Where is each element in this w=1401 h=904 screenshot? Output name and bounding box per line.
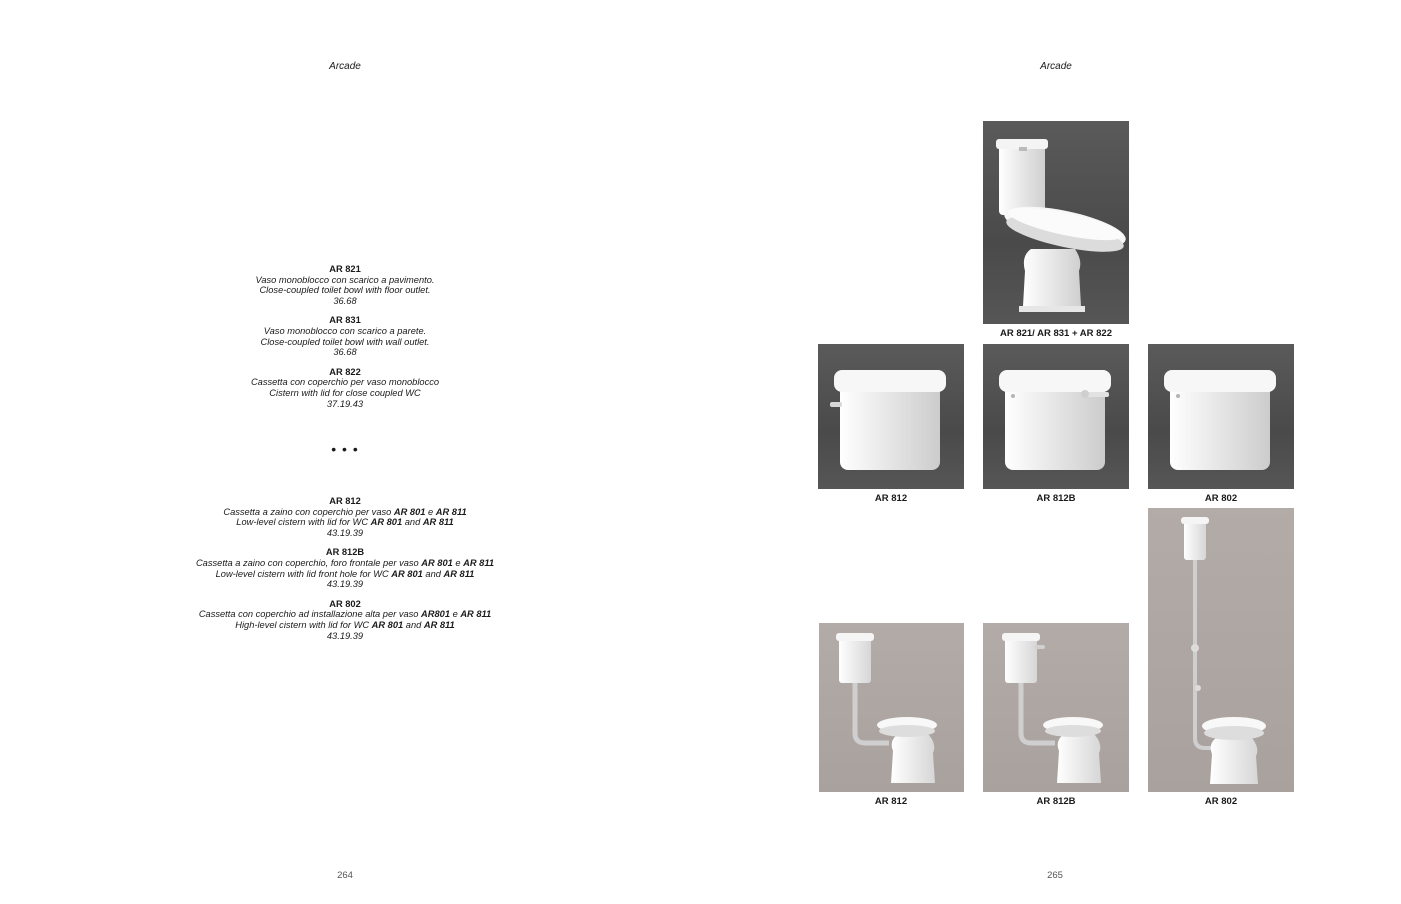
spec-description-en: Cistern with lid for close coupled WC: [269, 387, 421, 398]
right-page-number: 265: [1047, 870, 1063, 881]
spec-ref-code: 37.19.43: [326, 398, 364, 409]
spec-ar-802: [145, 599, 545, 641]
text: and: [422, 568, 444, 579]
spec-code: AR 812: [329, 496, 361, 506]
caption-row3-3: AR 802: [1204, 796, 1238, 807]
spec-ar-821: [145, 264, 545, 306]
caption-row3-1: AR 812: [874, 796, 908, 807]
spec-code: AR 812B: [325, 547, 365, 558]
spec-description-it: Cassetta con coperchio per vaso monoblocco: [250, 377, 440, 388]
model-ref: AR 811: [423, 619, 455, 630]
spec-description-en: [145, 517, 545, 528]
photo-low-level-ar-812b: [983, 623, 1129, 792]
model-ref: AR 811: [422, 517, 454, 528]
photo-high-level-ar-802: [1148, 508, 1294, 792]
text: Low-level cistern with lid front hole for WC: [215, 568, 392, 579]
spec-description-it: Vaso monoblocco con scarico a parete.: [263, 325, 427, 336]
spec-description-it: Vaso monoblocco con scarico a pavimento.: [255, 274, 435, 285]
text: e: [425, 506, 436, 517]
model-ref: AR 801: [421, 557, 453, 568]
section-separator: • • •: [331, 441, 359, 457]
caption-row2-1: AR 812: [874, 493, 908, 504]
spec-ref-code: 43.19.39: [326, 579, 364, 590]
model-ref: AR 801: [371, 619, 404, 630]
spec-code: AR 821: [329, 264, 361, 274]
photo-cistern-ar-802: [1148, 344, 1294, 489]
spec-code: AR 831: [329, 315, 361, 326]
caption-row3-2: AR 812B: [1036, 796, 1076, 807]
model-ref: AR 801: [391, 568, 423, 579]
spec-description-en: Close-coupled toilet bowl with floor outlet.: [259, 285, 431, 296]
spec-list-top: [145, 264, 545, 418]
spec-ar-831: [145, 315, 545, 357]
spec-ref-code: 36.68: [333, 295, 357, 306]
text: and: [402, 517, 423, 528]
model-ref: AR 801: [370, 517, 403, 528]
text: e: [452, 557, 464, 568]
spec-code: AR 822: [329, 366, 361, 377]
spec-ref-code: 36.68: [333, 347, 357, 358]
spec-description-it: [145, 558, 545, 569]
caption-top: AR 821/ AR 831 + AR 822: [999, 328, 1113, 339]
spec-ar-822: [145, 367, 545, 409]
left-page-number: 264: [337, 870, 353, 881]
spec-ref-code: 43.19.39: [326, 630, 364, 641]
model-ref: AR801: [421, 609, 450, 620]
model-ref: AR 811: [463, 557, 495, 568]
spec-ref-code: 43.19.39: [326, 527, 364, 538]
left-page-header: Arcade: [329, 61, 361, 72]
photo-cistern-ar-812b: [983, 344, 1129, 489]
spec-description-en: [145, 620, 545, 631]
spec-ar-812b: [145, 547, 545, 589]
photo-close-coupled-toilet: [983, 121, 1129, 324]
spec-list-bottom: [145, 496, 545, 650]
photo-low-level-ar-812: [819, 623, 964, 792]
text: and: [403, 619, 424, 630]
model-ref: AR 811: [435, 506, 467, 517]
text: High-level cistern with lid for WC: [235, 619, 372, 630]
spec-ar-812: [145, 496, 545, 538]
spec-code: AR 802: [329, 598, 361, 609]
caption-row2-2: AR 812B: [1036, 493, 1076, 504]
right-page-header: Arcade: [1040, 61, 1072, 72]
text: Low-level cistern with lid for WC: [236, 517, 371, 528]
model-ref: AR 801: [393, 506, 426, 517]
text: Cassetta con coperchio ad installazione alta per vaso: [198, 609, 422, 620]
text: Cassetta a zaino con coperchio, foro frontale per vaso: [195, 557, 422, 568]
spec-description-it: [145, 609, 545, 620]
spec-description-it: [145, 507, 545, 518]
text: Cassetta a zaino con coperchio per vaso: [223, 506, 394, 517]
text: e: [450, 609, 461, 620]
caption-row2-3: AR 802: [1204, 493, 1238, 504]
model-ref: AR 811: [460, 609, 492, 620]
photo-cistern-ar-812: [818, 344, 964, 489]
spec-description-en: Close-coupled toilet bowl with wall outlet.: [260, 336, 430, 347]
spec-description-en: [145, 569, 545, 580]
model-ref: AR 811: [443, 568, 475, 579]
